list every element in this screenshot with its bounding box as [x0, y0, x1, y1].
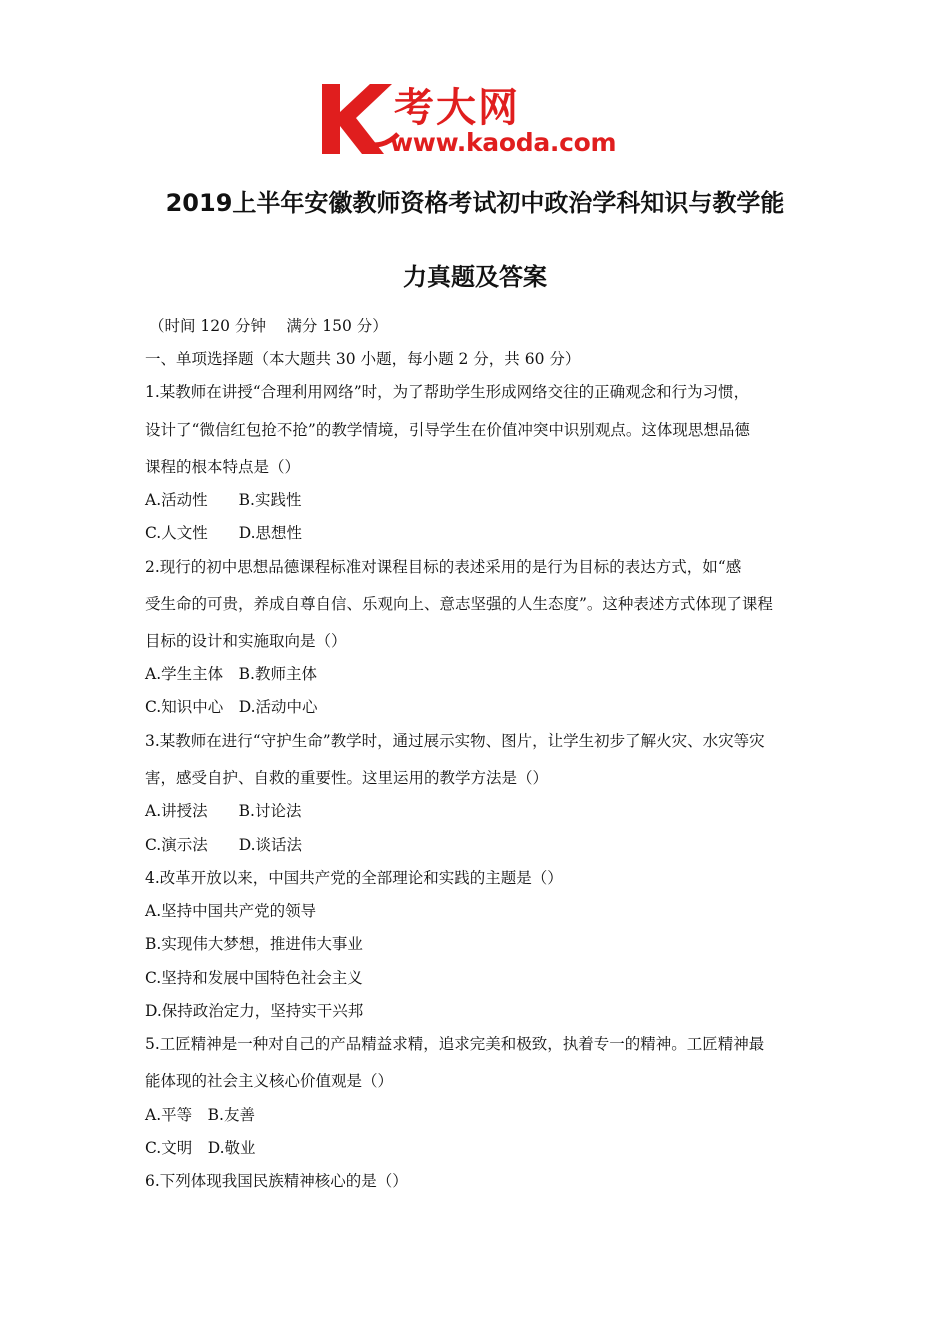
question-text-line: 1.某教师在讲授“合理利用网络”时，为了帮助学生形成网络交往的正确观念和行为习惯，	[145, 383, 750, 401]
answer-options-line: C.人文性 D.思想性	[145, 524, 303, 542]
logo-brand-text: 考大网	[394, 85, 520, 131]
kaoda-logo	[318, 78, 638, 160]
question-text-line: 受生命的可贵，养成自尊自信、乐观向上、意志坚强的人生态度”。这种表述方式体现了课程	[145, 595, 773, 613]
document-title-line-2: 力真题及答案	[403, 263, 547, 291]
logo-url: www.kaoda.com	[390, 128, 617, 157]
exam-info: （时间 120 分钟 满分 150 分）	[149, 317, 388, 335]
question-text-line: 目标的设计和实施取向是（）	[145, 632, 347, 650]
question-text-line: 课程的根本特点是（）	[145, 458, 301, 476]
question-text-line: 害，感受自护、自救的重要性。这里运用的教学方法是（）	[145, 769, 549, 787]
answer-option: D.保持政治定力，坚持实干兴邦	[145, 1002, 364, 1020]
question-text-line: 2.现行的初中思想品德课程标准对课程目标的表述采用的是行为目标的表达方式，如“感	[145, 558, 742, 576]
question-text-line: 4.改革开放以来，中国共产党的全部理论和实践的主题是（）	[145, 869, 563, 887]
answer-options-line: A.平等 B.友善	[145, 1106, 255, 1124]
section-heading: 一、单项选择题（本大题共 30 小题，每小题 2 分，共 60 分）	[145, 350, 581, 368]
document-title-line-1: 2019上半年安徽教师资格考试初中政治学科知识与教学能	[165, 189, 785, 217]
question-text-line: 6.下列体现我国民族精神核心的是（）	[145, 1172, 408, 1190]
answer-options-line: C.演示法 D.谈话法	[145, 836, 303, 854]
answer-options-line: A.活动性 B.实践性	[145, 491, 302, 509]
answer-options-line: C.文明 D.敬业	[145, 1139, 256, 1157]
question-text-line: 设计了“微信红包抢不抢”的教学情境，引导学生在价值冲突中识别观点。这体现思想品德	[145, 421, 750, 439]
question-text-line: 3.某教师在进行“守护生命”教学时，通过展示实物、图片，让学生初步了解火灾、水灾等灾	[145, 732, 765, 750]
answer-option: A.坚持中国共产党的领导	[145, 902, 317, 920]
answer-option: C.坚持和发展中国特色社会主义	[145, 969, 363, 987]
answer-option: B.实现伟大梦想，推进伟大事业	[145, 935, 363, 953]
answer-options-line: C.知识中心 D.活动中心	[145, 698, 318, 716]
answer-options-line: A.学生主体 B.教师主体	[145, 665, 317, 683]
answer-options-line: A.讲授法 B.讨论法	[145, 802, 302, 820]
question-text-line: 5.工匠精神是一种对自己的产品精益求精，追求完美和极致，执着专一的精神。工匠精神最	[145, 1035, 765, 1053]
question-text-line: 能体现的社会主义核心价值观是（）	[145, 1072, 394, 1090]
